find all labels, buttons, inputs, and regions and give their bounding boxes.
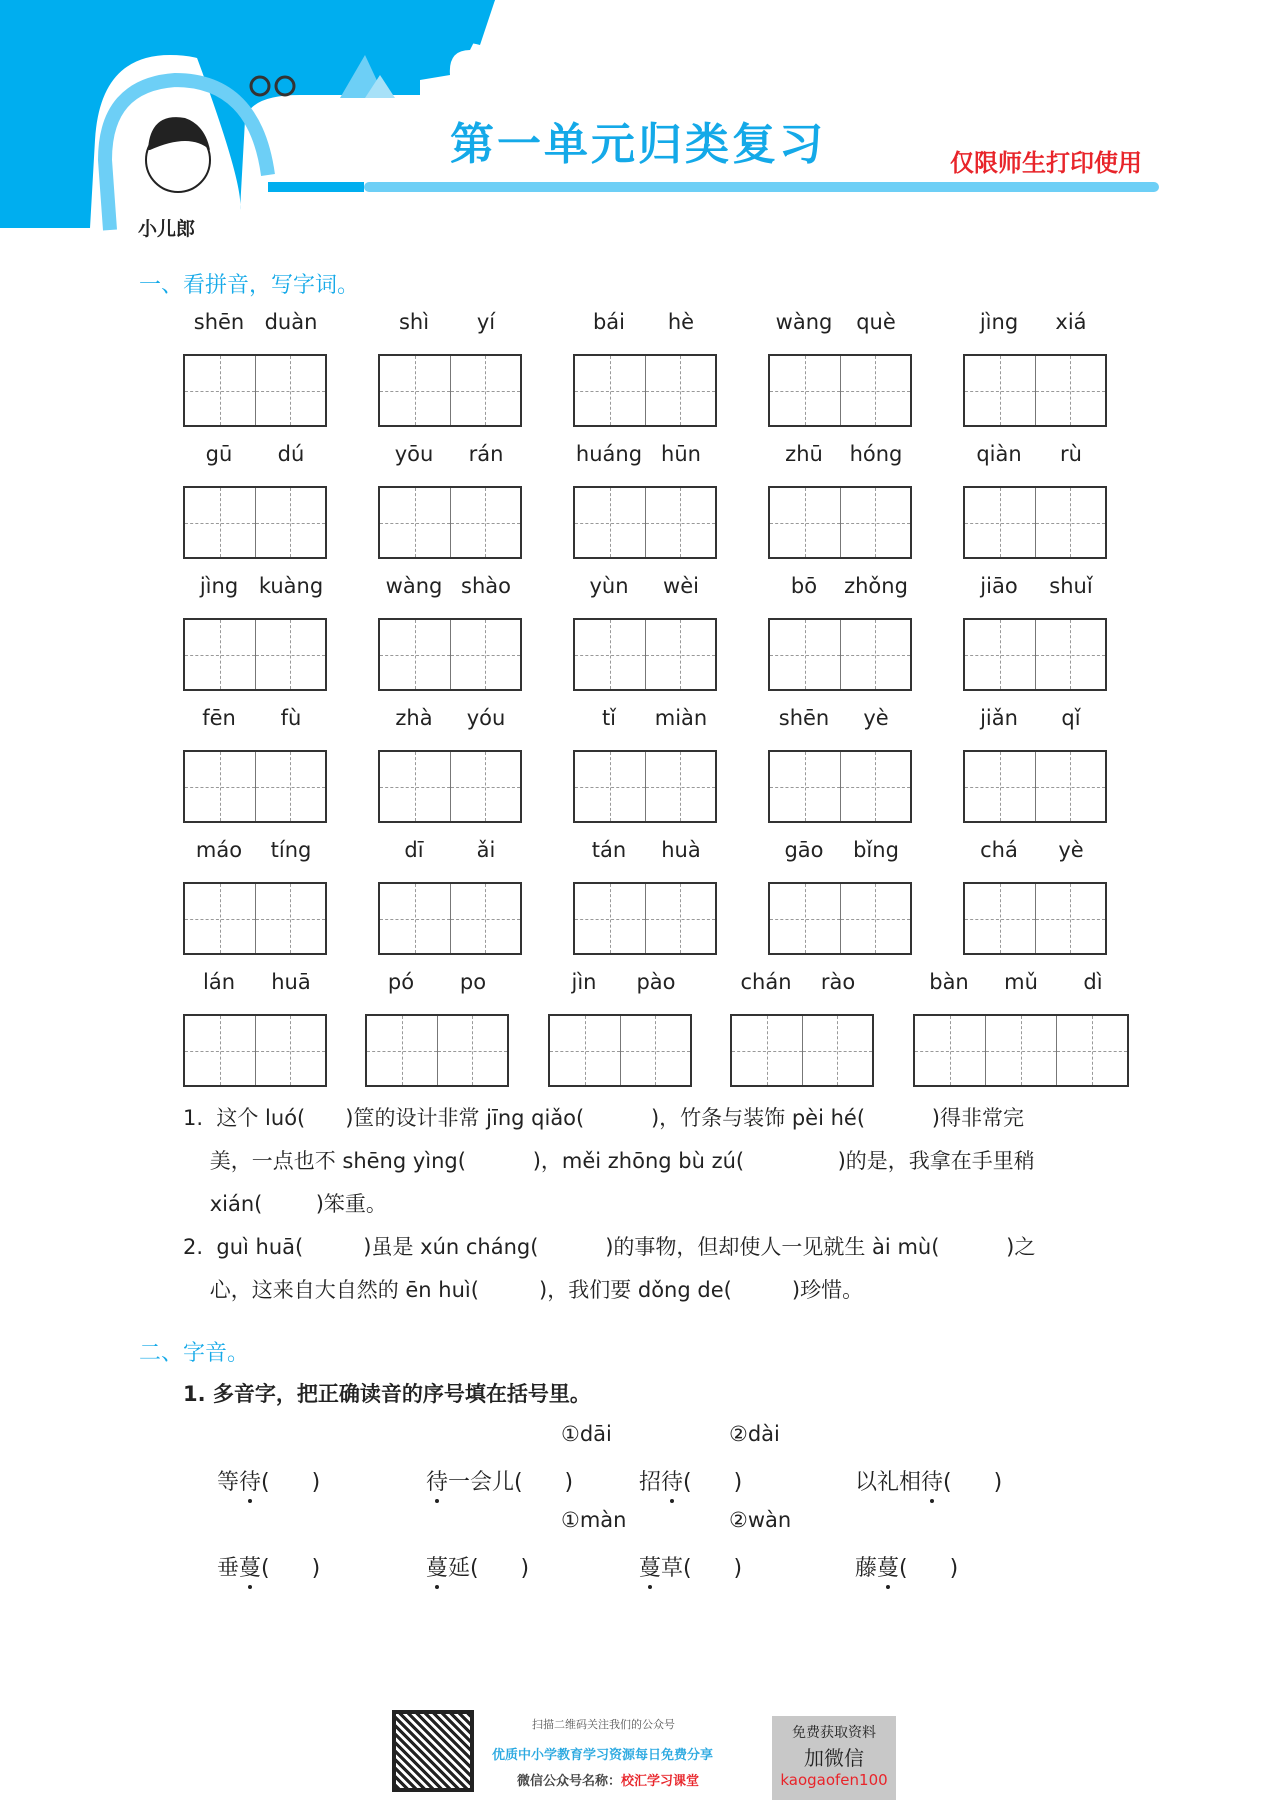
word-box — [548, 970, 692, 1087]
pinyin-syllable: dì — [1083, 970, 1103, 994]
writing-cell[interactable] — [367, 1016, 437, 1085]
writing-cell[interactable] — [380, 488, 450, 557]
writing-cell[interactable] — [550, 1016, 620, 1085]
slogan-text: 优质中小学教育学习资源每日免费分享 — [492, 1748, 714, 1763]
word-box — [183, 838, 327, 955]
pinyin-syllable: bǐng — [853, 838, 899, 862]
polyphone-item[interactable] — [217, 1465, 320, 1496]
sentence-line: 1. 这个 luó( )筐的设计非常 jīng qiǎo( )，竹条与装饰 pèi hé( )得非常完 — [183, 1106, 1024, 1130]
writing-cell[interactable] — [255, 620, 326, 689]
pinyin-syllable: shēn — [778, 706, 830, 730]
dotted-char: 待 — [426, 1470, 449, 1495]
pinyin-syllable: fēn — [202, 706, 236, 730]
answer-blank[interactable]: ( ) — [943, 1470, 1003, 1495]
dotted-char: 待 — [661, 1470, 684, 1495]
writing-cell[interactable] — [770, 884, 840, 953]
writing-cell[interactable] — [840, 488, 911, 557]
account-label: 微信公众号名称： — [517, 1774, 622, 1789]
writing-cell[interactable] — [1035, 620, 1106, 689]
writing-cell[interactable] — [450, 752, 521, 821]
pinyin-syllable: tíng — [270, 838, 312, 862]
question-1-prompt: 1. 多音字，把正确读音的序号填在括号里。 — [183, 1382, 591, 1406]
word-box — [768, 310, 912, 427]
pinyin-syllable: jiāo — [980, 574, 1018, 598]
pinyin-syllable: tǐ — [601, 706, 617, 730]
wechat-box — [772, 1716, 896, 1800]
answer-blank[interactable]: ( ) — [683, 1470, 743, 1495]
pinyin-syllable: huà — [661, 838, 701, 862]
writing-cell[interactable] — [450, 488, 521, 557]
pinyin-syllable: chá — [980, 838, 1018, 862]
writing-cell[interactable] — [255, 1016, 326, 1085]
pronunciation-option: ①dāi — [561, 1422, 612, 1446]
section-1-heading: 一、看拼音，写字词。 — [139, 273, 360, 298]
answer-blank[interactable]: 草( ) — [661, 1556, 743, 1581]
writing-cell[interactable] — [1035, 356, 1106, 425]
pinyin-syllable: huáng — [575, 442, 643, 466]
dotted-char: 蔓 — [239, 1556, 262, 1581]
wechat-id: kaogaofen100 — [780, 1771, 888, 1789]
word-prefix: 等 — [217, 1470, 240, 1495]
pinyin-syllable: dú — [277, 442, 305, 466]
pinyin-syllable: ǎi — [476, 838, 496, 862]
word-box — [913, 970, 1129, 1087]
pinyin-syllable: què — [856, 310, 896, 334]
page-title: 第一单元归类复习 — [450, 119, 826, 170]
pinyin-syllable: po — [459, 970, 487, 994]
pinyin-syllable: pó — [387, 970, 415, 994]
writing-cell[interactable] — [1035, 884, 1106, 953]
pinyin-syllable: hūn — [661, 442, 701, 466]
writing-cell[interactable] — [437, 1016, 508, 1085]
print-notice: 仅限师生打印使用 — [950, 149, 1142, 177]
pinyin-syllable: shēn — [193, 310, 245, 334]
writing-cell[interactable] — [732, 1016, 802, 1085]
polyphone-item[interactable] — [639, 1465, 742, 1496]
pinyin-syllable: zhà — [395, 706, 433, 730]
writing-cell[interactable] — [840, 752, 911, 821]
word-box — [183, 970, 327, 1087]
word-box — [730, 970, 874, 1087]
sentence-line: 2. guì huā( )虽是 xún cháng( )的事物，但却使人一见就生 ài mù( )之 — [183, 1235, 1036, 1259]
pinyin-syllable: bái — [592, 310, 626, 334]
writing-cell[interactable] — [185, 620, 255, 689]
pinyin-syllable: bō — [790, 574, 818, 598]
word-box — [573, 574, 717, 691]
writing-cell[interactable] — [255, 488, 326, 557]
dotted-char: 蔓 — [639, 1556, 662, 1581]
pronunciation-option: ①màn — [561, 1508, 627, 1532]
writing-cell[interactable] — [185, 356, 255, 425]
pinyin-syllable: chán — [740, 970, 792, 994]
header-banner-graphic — [0, 0, 500, 240]
word-box — [378, 310, 522, 427]
word-box — [963, 574, 1107, 691]
writing-cell[interactable] — [255, 752, 326, 821]
word-box — [365, 970, 509, 1087]
word-box — [573, 442, 717, 559]
pinyin-syllable: dī — [404, 838, 424, 862]
pronunciation-option: ②dài — [729, 1422, 780, 1446]
word-box — [573, 838, 717, 955]
pinyin-syllable: pào — [636, 970, 676, 994]
pinyin-syllable: zhū — [785, 442, 823, 466]
writing-cell[interactable] — [1056, 1016, 1127, 1085]
pinyin-syllable: shì — [398, 310, 430, 334]
writing-cell[interactable] — [965, 356, 1035, 425]
writing-cell[interactable] — [1035, 488, 1106, 557]
section-2-heading: 二、字音。 — [139, 1341, 250, 1366]
free-text: 免费获取资料 — [792, 1725, 876, 1741]
pinyin-syllable: yè — [1058, 838, 1084, 862]
pinyin-syllable: rù — [1060, 442, 1082, 466]
account-name: 校汇学习课堂 — [621, 1774, 700, 1789]
dotted-char: 蔓 — [426, 1556, 449, 1581]
answer-blank[interactable]: 一会儿( ) — [448, 1470, 574, 1495]
word-box — [768, 706, 912, 823]
word-box — [378, 838, 522, 955]
answer-blank[interactable]: 延( ) — [448, 1556, 530, 1581]
pinyin-syllable: hè — [667, 310, 695, 334]
word-box — [183, 310, 327, 427]
word-box — [963, 838, 1107, 955]
pinyin-syllable: duàn — [264, 310, 318, 334]
add-wechat-text: 加微信 — [804, 1746, 864, 1770]
header-bar — [364, 182, 1159, 192]
polyphone-item[interactable] — [426, 1465, 573, 1496]
writing-cell[interactable] — [185, 884, 255, 953]
polyphone-item[interactable] — [639, 1551, 742, 1582]
pinyin-syllable: yí — [476, 310, 496, 334]
writing-cell[interactable] — [770, 488, 840, 557]
writing-cell[interactable] — [450, 884, 521, 953]
writing-cell[interactable] — [575, 356, 645, 425]
mascot-label: 小儿郎 — [138, 218, 196, 240]
pinyin-syllable: hóng — [849, 442, 903, 466]
pinyin-syllable: shào — [461, 574, 511, 598]
pinyin-syllable: yè — [863, 706, 889, 730]
writing-cell[interactable] — [645, 356, 716, 425]
pinyin-syllable: wàng — [775, 310, 833, 334]
pinyin-syllable: huā — [271, 970, 311, 994]
word-box — [963, 706, 1107, 823]
word-box — [183, 442, 327, 559]
writing-cell[interactable] — [450, 356, 521, 425]
writing-cell[interactable] — [965, 488, 1035, 557]
pinyin-syllable: tán — [591, 838, 627, 862]
writing-cell[interactable] — [840, 356, 911, 425]
writing-cell[interactable] — [450, 620, 521, 689]
word-box — [768, 574, 912, 691]
writing-cell[interactable] — [985, 1016, 1056, 1085]
word-box — [183, 574, 327, 691]
pinyin-syllable: rán — [468, 442, 504, 466]
writing-cell[interactable] — [802, 1016, 873, 1085]
writing-cell[interactable] — [380, 884, 450, 953]
polyphone-item[interactable] — [855, 1551, 958, 1582]
pinyin-syllable: qǐ — [1061, 706, 1081, 730]
pinyin-syllable: kuàng — [258, 574, 324, 598]
header-bar-dark — [268, 182, 364, 192]
pinyin-syllable: fù — [280, 706, 302, 730]
polyphone-item[interactable] — [217, 1551, 320, 1582]
writing-cell[interactable] — [770, 620, 840, 689]
writing-cell[interactable] — [1035, 752, 1106, 821]
writing-cell[interactable] — [185, 1016, 255, 1085]
pinyin-syllable: yóu — [466, 706, 506, 730]
sentence-line: 美，一点也不 shēng yìng( )，měi zhōng bù zú( )的是，我拿在手里稍 — [183, 1149, 1035, 1173]
writing-cell[interactable] — [185, 752, 255, 821]
word-box — [768, 838, 912, 955]
pinyin-syllable: máo — [195, 838, 243, 862]
dotted-char: 蔓 — [877, 1556, 900, 1581]
word-box — [183, 706, 327, 823]
writing-cell[interactable] — [575, 752, 645, 821]
writing-cell[interactable] — [380, 752, 450, 821]
word-box — [378, 574, 522, 691]
pinyin-syllable: gāo — [784, 838, 824, 862]
qr-code-icon — [392, 1710, 474, 1792]
dotted-char: 待 — [921, 1470, 944, 1495]
writing-cell[interactable] — [965, 884, 1035, 953]
pinyin-syllable: wèi — [663, 574, 699, 598]
writing-cell[interactable] — [575, 488, 645, 557]
writing-cell[interactable] — [840, 620, 911, 689]
pinyin-syllable: jiǎn — [980, 706, 1018, 730]
word-prefix: 藤 — [855, 1556, 878, 1581]
dotted-char: 待 — [239, 1470, 262, 1495]
writing-cell[interactable] — [645, 620, 716, 689]
writing-cell[interactable] — [645, 884, 716, 953]
writing-cell[interactable] — [645, 488, 716, 557]
word-box — [768, 442, 912, 559]
word-box — [573, 310, 717, 427]
writing-cell[interactable] — [965, 620, 1035, 689]
polyphone-item[interactable] — [426, 1551, 529, 1582]
answer-blank[interactable]: ( ) — [261, 1470, 321, 1495]
word-box — [378, 442, 522, 559]
word-box — [963, 310, 1107, 427]
pinyin-syllable: bàn — [929, 970, 969, 994]
pinyin-syllable: gū — [205, 442, 233, 466]
pinyin-syllable: qiàn — [976, 442, 1022, 466]
pinyin-syllable: yōu — [394, 442, 434, 466]
writing-cell[interactable] — [770, 356, 840, 425]
word-box — [573, 706, 717, 823]
writing-cell[interactable] — [380, 620, 450, 689]
pinyin-syllable: zhǒng — [844, 574, 908, 598]
answer-blank[interactable]: ( ) — [261, 1556, 321, 1581]
pinyin-syllable: miàn — [654, 706, 708, 730]
word-prefix: 以礼相 — [855, 1470, 922, 1495]
writing-cell[interactable] — [255, 356, 326, 425]
writing-cell[interactable] — [255, 884, 326, 953]
sentence-line: 心，这来自大自然的 ēn huì( )，我们要 dǒng de( )珍惜。 — [183, 1278, 864, 1302]
writing-cell[interactable] — [840, 884, 911, 953]
pinyin-syllable: wàng — [385, 574, 443, 598]
writing-cell[interactable] — [915, 1016, 985, 1085]
writing-cell[interactable] — [770, 752, 840, 821]
pinyin-syllable: rào — [820, 970, 856, 994]
pinyin-syllable: mǔ — [1004, 970, 1038, 994]
pinyin-syllable: xiá — [1055, 310, 1087, 334]
polyphone-item[interactable] — [855, 1465, 1002, 1496]
word-box — [378, 706, 522, 823]
writing-cell[interactable] — [380, 356, 450, 425]
pinyin-syllable: jìng — [979, 310, 1019, 334]
scan-text: 扫描二维码关注我们的公众号 — [532, 1718, 675, 1731]
pinyin-syllable: yùn — [589, 574, 629, 598]
pinyin-syllable: lán — [202, 970, 235, 994]
word-prefix: 垂 — [217, 1556, 240, 1581]
writing-cell[interactable] — [620, 1016, 691, 1085]
pinyin-syllable: jìng — [199, 574, 239, 598]
writing-cell[interactable] — [575, 884, 645, 953]
writing-cell[interactable] — [575, 620, 645, 689]
word-prefix: 招 — [639, 1470, 662, 1495]
pinyin-syllable: jìn — [571, 970, 597, 994]
writing-cell[interactable] — [645, 752, 716, 821]
answer-blank[interactable]: ( ) — [899, 1556, 959, 1581]
pinyin-syllable: shuǐ — [1049, 574, 1093, 598]
writing-cell[interactable] — [185, 488, 255, 557]
writing-cell[interactable] — [965, 752, 1035, 821]
footer-ad — [392, 1706, 892, 1790]
sentence-line: xián( )笨重。 — [183, 1192, 387, 1216]
pronunciation-option: ②wàn — [729, 1508, 792, 1532]
word-box — [963, 442, 1107, 559]
